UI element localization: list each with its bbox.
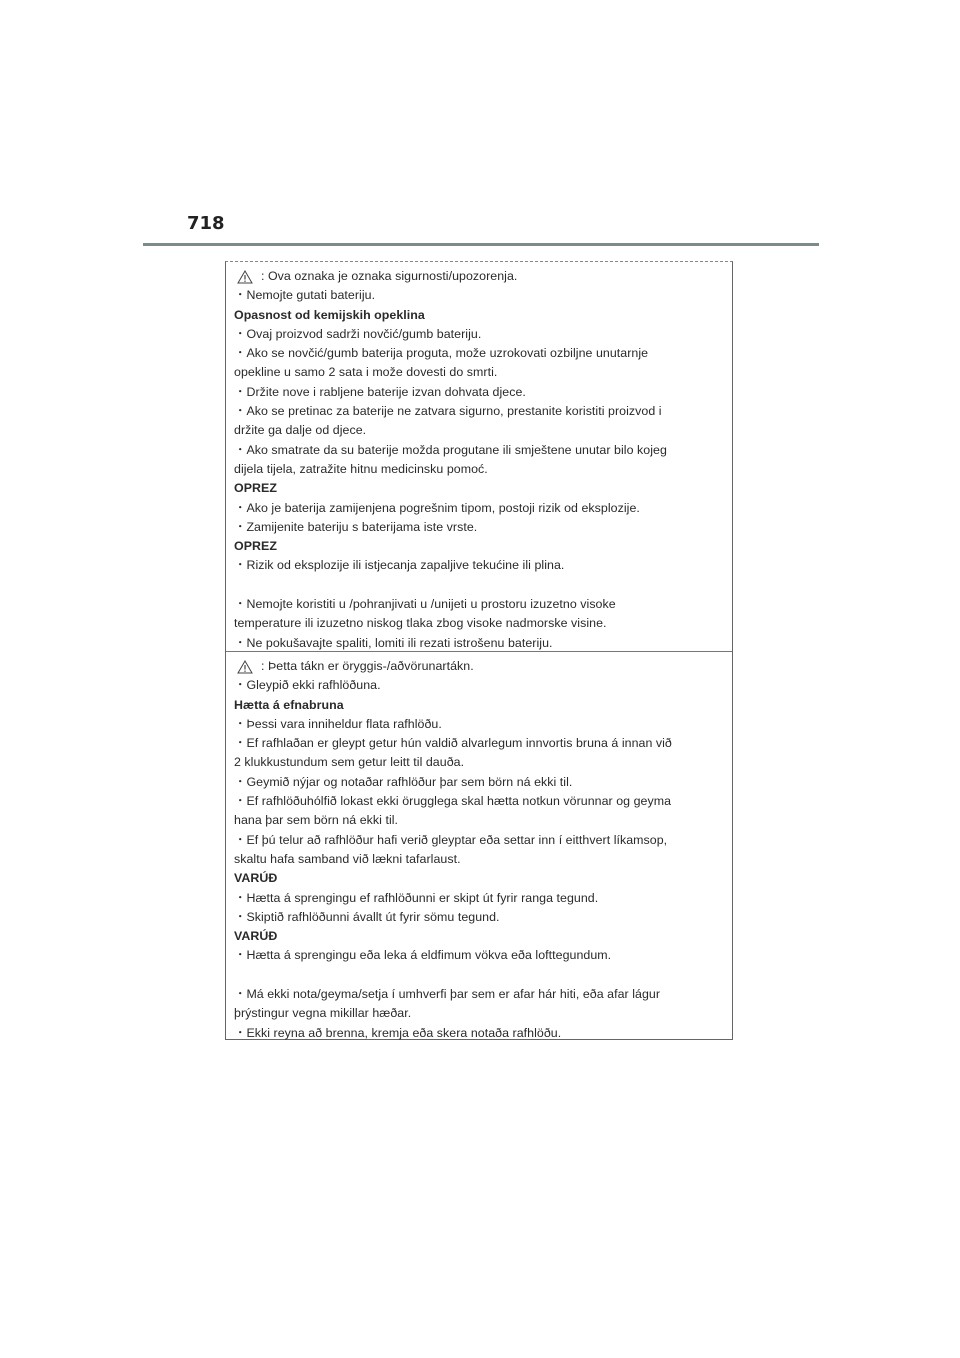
hr-caution-label: OPREZ	[234, 539, 277, 554]
croatian-warning-heading: : Ova oznaka je oznaka sigurnosti/upozorenja.	[261, 269, 518, 283]
hr-line: ・Zamijenite bateriju s baterijama iste vrste.	[234, 519, 478, 534]
section-divider	[226, 651, 732, 652]
is-subheading: Hætta á efnabruna	[234, 697, 344, 712]
warning-triangle-icon	[237, 660, 253, 674]
croatian-warning-section	[234, 267, 728, 653]
is-caution-label: VARÚÐ	[234, 929, 278, 944]
hr-line: ・Ako je baterija zamijenjena pogrešnim tipom, postoji rizik od eksplozije.	[234, 500, 640, 515]
is-line: ・Ef rafhlaðan er gleypt getur hún valdið alvarlegum innvortis bruna á innan við	[234, 736, 672, 751]
icelandic-warning-heading: : Þetta tákn er öryggis-/aðvörunartákn.	[261, 659, 474, 673]
header-rule	[143, 243, 819, 246]
is-line: þrýstingur vegna mikillar hæðar.	[234, 1006, 412, 1021]
is-line: ・Ekki reyna að brenna, kremja eða skera notaða rafhlöðu.	[234, 1025, 562, 1040]
hr-line: ・Ako se novčić/gumb baterija proguta, može uzrokovati ozbiljne unutarnje	[234, 346, 649, 361]
is-line: ・Hætta á sprengingu ef rafhlöðunni er skipt út fyrir ranga tegund.	[234, 890, 599, 905]
hr-line: ・Ne pokušavajte spaliti, lomiti ili rezati istrošenu bateriju.	[234, 635, 553, 650]
hr-line: ・Ovaj proizvod sadrži novčić/gumb bateriju.	[234, 326, 482, 341]
hr-line: opekline u samo 2 sata i može dovesti do smrti.	[234, 365, 498, 380]
is-line: hana þar sem börn ná ekki til.	[234, 813, 399, 828]
hr-line: temperature ili izuzetno niskog tlaka zbog visoke nadmorske visine.	[234, 616, 607, 631]
warning-triangle-icon	[237, 270, 253, 284]
hr-line: dijela tijela, zatražite hitnu medicinsku pomoć.	[234, 461, 488, 476]
hr-line: držite ga dalje od djece.	[234, 423, 367, 438]
hr-subheading: Opasnost od kemijskih opeklina	[234, 307, 425, 322]
is-line: ・Ef rafhlöðuhólfið lokast ekki örugglega skal hætta notkun vörunnar og geyma	[234, 794, 672, 809]
is-line: ・Hætta á sprengingu eða leka á eldfimum vökva eða lofttegundum.	[234, 948, 612, 963]
hr-line: ・Nemojte gutati bateriju.	[234, 288, 376, 303]
croatian-warning-heading-row	[234, 267, 728, 286]
battery-warning-box	[225, 261, 733, 1040]
hr-line: ・Rizik od eksplozije ili istjecanja zapaljive tekućine ili plina.	[234, 558, 565, 573]
hr-line: ・Ako smatrate da su baterije možda progutane ili smještene unutar bilo kojeg	[234, 442, 667, 457]
is-line: ・Þessi vara inniheldur flata rafhlöðu.	[234, 716, 442, 731]
hr-blank-line	[234, 576, 728, 595]
is-line: ・Má ekki nota/geyma/setja í umhverfi þar sem er afar hár hiti, eða afar lágur	[234, 987, 661, 1002]
is-caution-label: VARÚÐ	[234, 871, 278, 886]
is-line: 2 klukkustundum sem getur leitt til dauða.	[234, 755, 465, 770]
is-line: ・Ef þú telur að rafhlöður hafi verið gleyptar eða settar inn í eitthvert líkamsop,	[234, 832, 668, 847]
is-blank-line	[234, 966, 728, 985]
is-line: ・Gleypið ekki rafhlöðuna.	[234, 678, 381, 693]
hr-caution-label: OPREZ	[234, 481, 277, 496]
hr-line: ・Držite nove i rabljene baterije izvan dohvata djece.	[234, 384, 526, 399]
is-line: ・Geymið nýjar og notaðar rafhlöður þar sem börn ná ekki til.	[234, 774, 573, 789]
hr-line: ・Nemojte koristiti u /pohranjivati u /unijeti u prostoru izuzetno visoke	[234, 597, 616, 612]
icelandic-warning-section	[234, 657, 728, 1043]
is-line: ・Skiptið rafhlöðunni ávallt út fyrir sömu tegund.	[234, 909, 500, 924]
is-line: skaltu hafa samband við lækni tafarlaust.	[234, 851, 461, 866]
hr-line: ・Ako se pretinac za baterije ne zatvara sigurno, prestanite koristiti proizvod i	[234, 404, 662, 419]
icelandic-warning-heading-row	[234, 657, 728, 676]
page-number: 718	[187, 213, 225, 234]
